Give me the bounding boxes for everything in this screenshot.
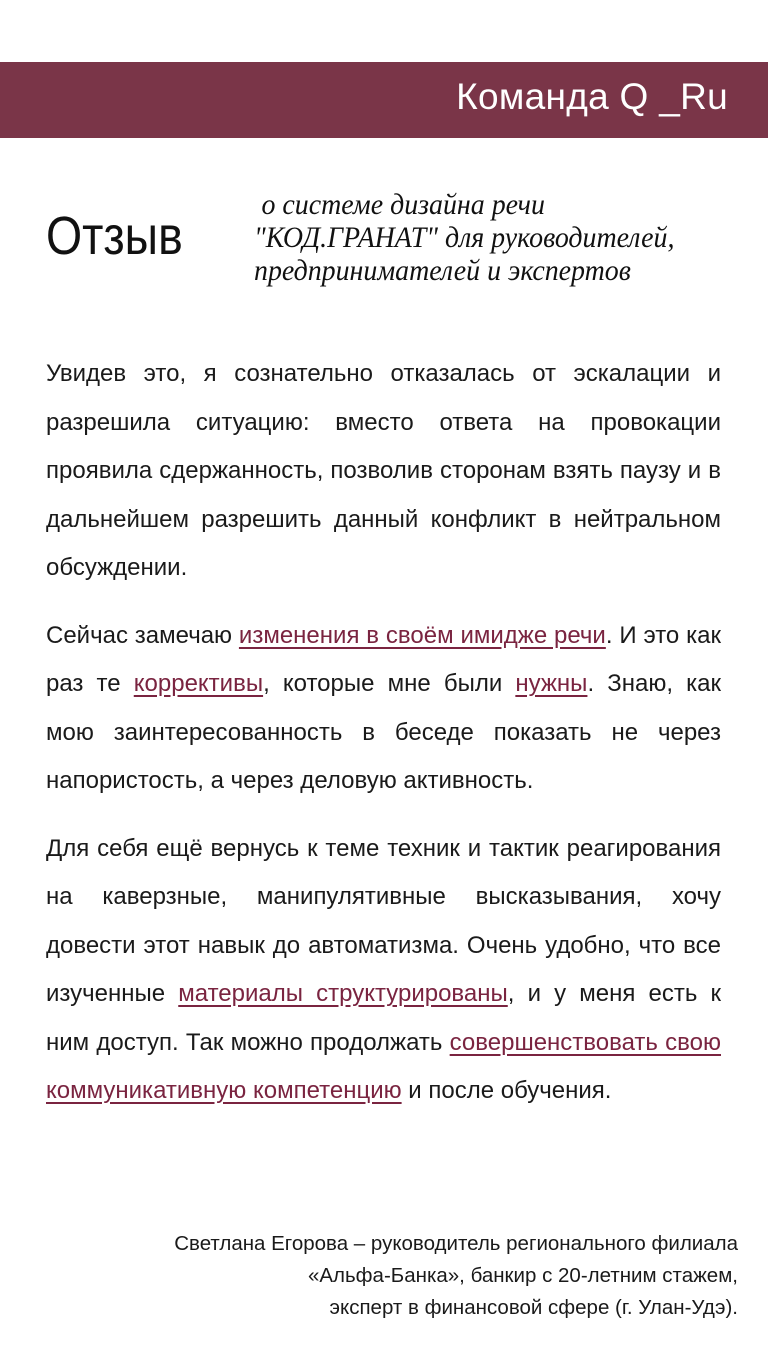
text-span: . Знаю, как мою заинтересованность в беседе показать не через напористость, а через деловую активность.: [46, 670, 721, 794]
link-needed[interactable]: нужны: [515, 670, 588, 697]
header-bar: [0, 62, 768, 138]
paragraph-2: [46, 612, 721, 806]
subtitle-line: предпринимателей и экспертов: [254, 254, 631, 287]
text-span: , которые мне были: [263, 670, 516, 697]
review-heading: Отзыв: [46, 206, 183, 266]
signature-line: «Альфа-Банка», банкир с 20-летним стажем,: [307, 1264, 738, 1287]
link-structured-materials[interactable]: материалы структурированы: [178, 980, 508, 1007]
author-signature: [174, 1228, 738, 1324]
text-span: и после обучения.: [401, 1077, 612, 1104]
subtitle-line: "КОД.ГРАНАТ" для руководителей,: [254, 221, 675, 254]
link-corrections[interactable]: коррективы: [133, 670, 264, 697]
text-span: Сейчас замечаю: [46, 621, 239, 649]
text-span: , и у меня есть к ним доступ. Так можно продолжать: [46, 980, 722, 1056]
text-span: . И это как раз те: [46, 621, 722, 697]
paragraph-1: Увидев это, я сознательно отказалась от эскалации и разрешила ситуацию: вместо ответа на провокации проявила сдержанность, позволив сторонам взять паузу и в дальнейшем разрешить данный конфликт в нейтральном обсуждении.: [46, 360, 721, 581]
subtitle-line: о системе дизайна речи: [261, 188, 545, 221]
link-image-changes[interactable]: изменения в своём имидже речи: [238, 621, 606, 649]
header-title: Команда Q _Ru: [456, 76, 728, 117]
review-subtitle: [254, 188, 710, 287]
link-communicative-competence[interactable]: совершенствовать свою коммуникативную компетенцию: [46, 1028, 721, 1104]
review-body: [46, 350, 721, 1135]
signature-line: Светлана Егорова – руководитель регионального филиала: [174, 1232, 738, 1255]
signature-line: эксперт в финансовой сфере (г. Улан-Удэ).: [329, 1296, 738, 1319]
text-span: Для себя ещё вернусь к теме техник и тактик реагирования на каверзные, манипулятивные высказывания, хочу довести этот навык до автоматизма. Очень удобно, что все изученные: [46, 834, 721, 1007]
paragraph-3: [46, 825, 721, 1116]
